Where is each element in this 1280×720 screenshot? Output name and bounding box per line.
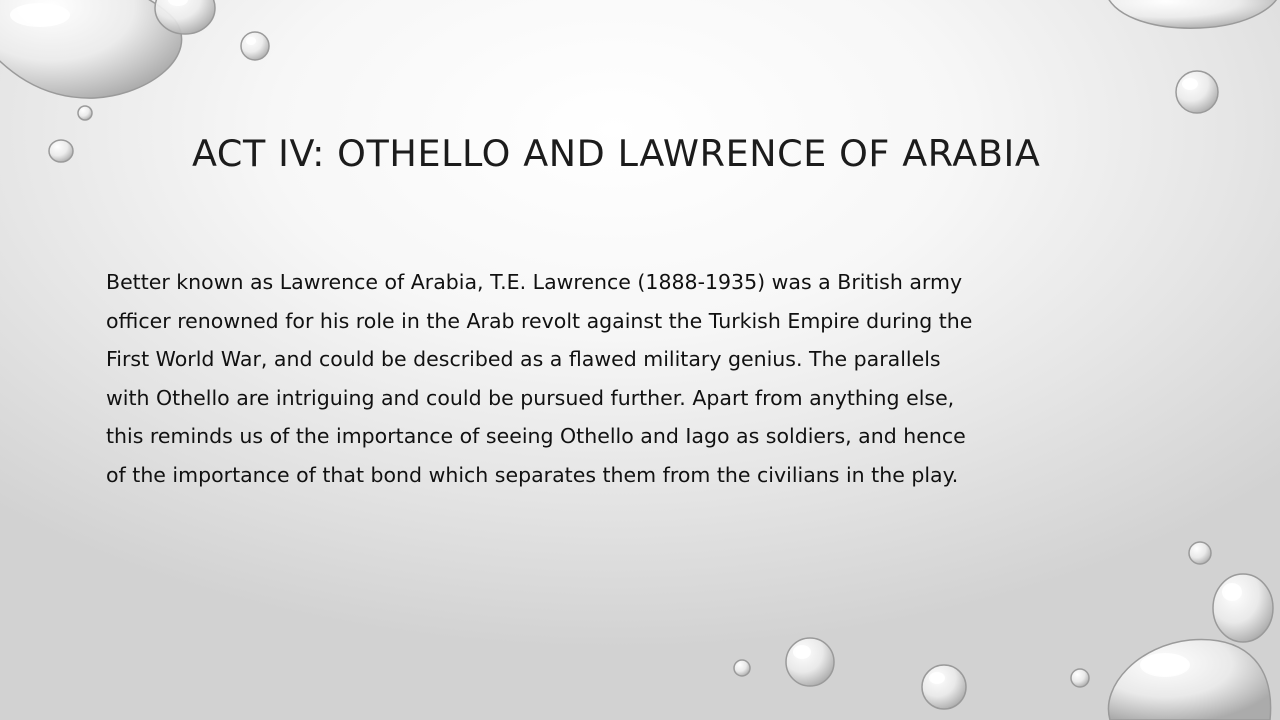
body-text-line: of the importance of that bond which separates them from the civilians in the play. bbox=[106, 462, 959, 487]
body-text-line: officer renowned for his role in the Arab revolt against the Turkish Empire during the bbox=[106, 308, 973, 333]
body-text-line: this reminds us of the importance of seeing Othello and Iago as soldiers, and hence bbox=[106, 424, 966, 448]
body-text-line: Better known as Lawrence of Arabia, T.E. Lawrence (1888-1935) was a British army bbox=[106, 270, 963, 294]
water-drop-top-left-5 bbox=[49, 140, 73, 162]
water-drop-right-2 bbox=[1189, 542, 1211, 564]
water-drop-top-left-4 bbox=[78, 106, 92, 120]
water-drop-bottom-2 bbox=[734, 660, 750, 676]
water-drop-large-bottom-right bbox=[1108, 640, 1270, 720]
water-drop-bottom-1 bbox=[786, 638, 834, 686]
water-drop-top-left-3 bbox=[241, 32, 269, 60]
body-text-line: with Othello are intriguing and could be pursued further. Apart from anything else, bbox=[106, 385, 955, 410]
water-drop-bottom-3 bbox=[922, 665, 966, 709]
water-drop-bottom-4 bbox=[1071, 669, 1089, 687]
water-drop-right-1 bbox=[1176, 71, 1218, 113]
slide-title: ACT IV: OTHELLO AND LAWRENCE OF ARABIA bbox=[192, 132, 1041, 175]
body-text-line: First World War, and could be described as a flawed military genius. The parallels bbox=[106, 347, 941, 371]
water-drop-right-3 bbox=[1213, 574, 1273, 642]
water-drop-top-right bbox=[1105, 0, 1280, 28]
slide-body-text bbox=[106, 263, 1186, 494]
